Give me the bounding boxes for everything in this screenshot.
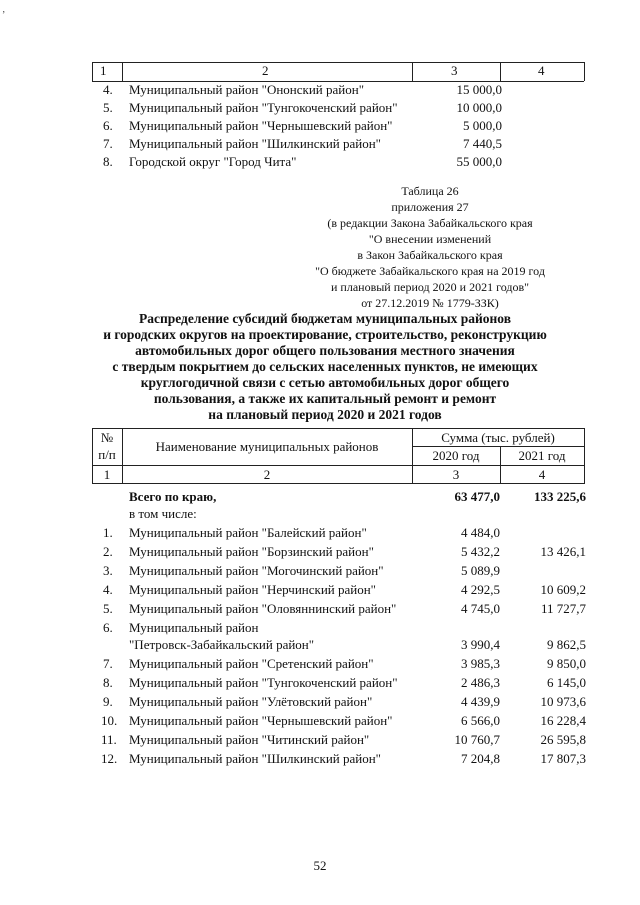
value-2020: 10 760,7 <box>454 732 500 747</box>
table-row <box>0 674 640 692</box>
annotation-line: "О внесении изменений <box>368 232 492 246</box>
table-row <box>0 655 640 673</box>
table-row <box>0 731 640 749</box>
row-number: 10. <box>101 713 118 728</box>
table-row <box>0 543 640 561</box>
index-col-1: 1 <box>103 467 111 482</box>
top-header-col-1: 1 <box>100 63 107 78</box>
row-number: 4. <box>103 82 113 97</box>
index-col-3: 3 <box>452 467 460 482</box>
table-row <box>0 117 640 135</box>
including-row <box>0 505 640 523</box>
table-row <box>0 712 640 730</box>
row-number: 4. <box>103 582 113 597</box>
value-2021: 13 426,1 <box>540 544 586 559</box>
value-2020: 3 990,4 <box>461 637 500 652</box>
header-number-symbol: № <box>100 430 114 445</box>
value-2020: 5 432,2 <box>461 544 500 559</box>
top-header-col-4: 4 <box>538 63 545 78</box>
row-number: 1. <box>103 525 113 540</box>
title-line: с твердым покрытием до сельских населенных пунктов, не имеющих <box>112 359 538 374</box>
title-line: круглогодичной связи с сетью автомобильных дорог общего <box>140 375 510 390</box>
top-table-header-row <box>92 62 584 82</box>
row-number: 3. <box>103 563 113 578</box>
district-name: Муниципальный район "Балейский район" <box>129 525 367 540</box>
district-name: Муниципальный район "Шилкинский район" <box>129 751 381 766</box>
value-2021: 10 973,6 <box>540 694 586 709</box>
district-name: Муниципальный район "Читинский район" <box>129 732 370 747</box>
value-2020: 7 440,5 <box>463 136 502 151</box>
district-name: Муниципальный район "Тунгокоченский район" <box>129 100 398 115</box>
corner-mark: ‚ <box>2 4 6 15</box>
value-2020: 5 089,9 <box>461 563 500 578</box>
annotation-line: и плановый период 2020 и 2021 годов" <box>330 280 530 294</box>
value-2020: 55 000,0 <box>456 154 502 169</box>
value-2021: 9 850,0 <box>547 656 586 671</box>
table-row <box>0 600 640 618</box>
district-name: Муниципальный район "Чернышевский район" <box>129 118 393 133</box>
title-line: на плановый период 2020 и 2021 годов <box>208 407 442 422</box>
value-2020: 7 204,8 <box>461 751 500 766</box>
row-number: 8. <box>103 154 113 169</box>
annotation-line: в Закон Забайкальского края <box>357 248 503 262</box>
page-number: 52 <box>313 858 327 873</box>
row-number: 2. <box>103 544 113 559</box>
title-line: автомобильных дорог общего пользования местного значения <box>135 343 515 358</box>
value-2020: 6 566,0 <box>461 713 500 728</box>
district-name: Муниципальный район "Сретенский район" <box>129 656 374 671</box>
row-number: 9. <box>103 694 113 709</box>
annotation-line: Таблица 26 <box>401 184 459 198</box>
value-2020: 5 000,0 <box>463 118 502 133</box>
value-2021: 17 807,3 <box>540 751 586 766</box>
table-row <box>0 135 640 153</box>
table-row <box>0 562 640 580</box>
district-name: Муниципальный район <box>129 620 259 635</box>
district-name: Муниципальный район "Улётовский район" <box>129 694 373 709</box>
index-col-4: 4 <box>538 467 546 482</box>
value-2020: 4 439,9 <box>461 694 500 709</box>
including-label: в том числе: <box>129 506 197 521</box>
value-2020: 2 486,3 <box>461 675 500 690</box>
row-number: 7. <box>103 136 113 151</box>
value-2020: 4 745,0 <box>461 601 500 616</box>
value-2021: 16 228,4 <box>540 713 586 728</box>
value-2020: 10 000,0 <box>456 100 502 115</box>
title-line: пользования, а также их капитальный ремонт и ремонт <box>153 391 497 406</box>
district-name: Муниципальный район "Чернышевский район" <box>129 713 393 728</box>
total-2020: 63 477,0 <box>454 489 500 504</box>
header-district-name: Наименование муниципальных районов <box>155 439 379 454</box>
district-name: Муниципальный район "Нерчинский район" <box>129 582 376 597</box>
district-name: Муниципальный район "Шилкинский район" <box>129 136 381 151</box>
header-2020: 2020 год <box>432 448 480 463</box>
table-row <box>0 99 640 117</box>
annotation-line: от 27.12.2019 № 1779-ЗЗК) <box>361 296 499 310</box>
title-line: и городских округов на проектирование, строительство, реконструкцию <box>103 327 547 342</box>
district-name: Муниципальный район "Борзинский район" <box>129 544 374 559</box>
total-row <box>0 488 640 506</box>
value-2020: 4 484,0 <box>461 525 500 540</box>
row-number: 5. <box>103 601 113 616</box>
value-2021: 26 595,8 <box>540 732 586 747</box>
total-label: Всего по краю, <box>129 489 217 504</box>
index-col-2: 2 <box>263 467 271 482</box>
value-2021: 6 145,0 <box>547 675 586 690</box>
table-row <box>0 81 640 99</box>
row-number: 12. <box>101 751 118 766</box>
value-2020: 15 000,0 <box>456 82 502 97</box>
top-header-col-3: 3 <box>451 63 458 78</box>
district-name: Муниципальный район "Могочинский район" <box>129 563 384 578</box>
table-row <box>0 153 640 171</box>
value-2021: 11 727,7 <box>540 601 586 616</box>
row-number: 5. <box>103 100 113 115</box>
row-number: 6. <box>103 620 113 635</box>
total-2021: 133 225,6 <box>534 489 586 504</box>
header-number-abbr: п/п <box>98 447 116 462</box>
table-row <box>0 524 640 542</box>
header-2021: 2021 год <box>518 448 566 463</box>
annotation-line: приложения 27 <box>391 200 469 214</box>
district-name: Муниципальный район "Тунгокоченский район" <box>129 675 398 690</box>
district-name: Муниципальный район "Оловяннинский район" <box>129 601 397 616</box>
annotation-line: (в редакции Закона Забайкальского края <box>327 216 533 230</box>
table-row <box>0 693 640 711</box>
value-2020: 3 985,3 <box>461 656 500 671</box>
district-name: Муниципальный район "Ононский район" <box>129 82 365 97</box>
top-header-col-2: 2 <box>262 63 269 78</box>
value-2020: 4 292,5 <box>461 582 500 597</box>
row-number: 6. <box>103 118 113 133</box>
title-line: Распределение субсидий бюджетам муниципальных районов <box>138 311 512 326</box>
row-number: 11. <box>101 732 117 747</box>
table-row <box>0 619 640 655</box>
row-number: 8. <box>103 675 113 690</box>
annotation-line: "О бюджете Забайкальского края на 2019 год <box>315 264 545 278</box>
table-row <box>0 581 640 599</box>
table-row <box>0 750 640 768</box>
value-2021: 10 609,2 <box>540 582 586 597</box>
value-2021: 9 862,5 <box>547 637 586 652</box>
district-name: Городской округ "Город Чита" <box>129 154 297 169</box>
row-number: 7. <box>103 656 113 671</box>
district-name-continued: "Петровск-Забайкальский район" <box>129 637 315 652</box>
header-sum: Сумма (тыс. рублей) <box>441 430 555 445</box>
